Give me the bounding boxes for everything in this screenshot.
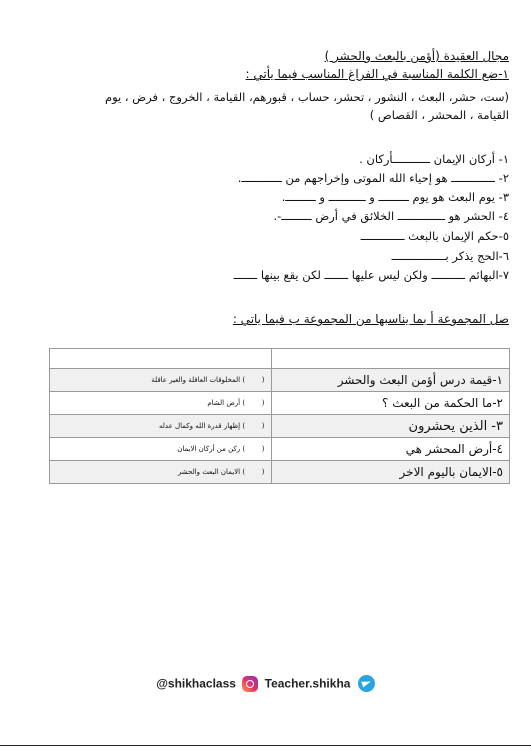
answer-blank[interactable] xyxy=(245,399,252,407)
answer-blank[interactable] xyxy=(245,422,252,430)
word-bank-line-1: (ست، حشر، البعث ، النشور ، تحشر، حساب ، قبورهم، القيامة ، الخروج ، فرض ، يوم xyxy=(104,90,509,104)
group-b-item: ( ) إظهار قدرة الله وكمال عدله xyxy=(50,415,272,438)
handle-shikhaclass: @shikhaclass xyxy=(156,676,236,691)
table-row xyxy=(50,438,510,461)
bottom-divider xyxy=(0,745,531,746)
table-row xyxy=(50,392,510,415)
header-cell-b xyxy=(50,349,272,369)
table-row xyxy=(50,461,510,484)
question-6: ٦-الحج يذكر بــــــــــــــــ xyxy=(391,249,509,263)
header-cell-a xyxy=(271,349,509,369)
instagram-icon xyxy=(242,676,258,692)
group-b-item: ( ) ركن من أركان الايمان xyxy=(50,438,272,461)
question-1: ١- أركان الإيمان ـــــــــــأركان . xyxy=(359,152,509,166)
matching-table xyxy=(49,348,510,484)
footer xyxy=(0,675,531,692)
question-2: ٢- ـــــــــــــ هو إحياء الله الموتى وإخراجهم من ــــــــــــ. xyxy=(237,171,509,185)
answer-blank[interactable] xyxy=(245,376,252,384)
question-7: ٧-البهائم ــــــــــ ولكن ليس عليها ـــــــ لكن يقع بينها ـــــــ xyxy=(233,268,509,282)
table-row xyxy=(50,349,510,369)
word-bank-line-2: القيامة ، المحشر ، القصاص ) xyxy=(369,108,509,122)
group-a-item: ٤-أرض المحشر هي xyxy=(271,438,509,461)
group-b-item: ( ) الايمان البعث والحشر xyxy=(50,461,272,484)
question-3: ٣- يوم البعث هو يوم ـــــــــ و ـــــــــــ و ـــــــــ. xyxy=(281,190,509,204)
instruction-fill-blanks: ١-ضع الكلمة المناسبة في الفراغ المناسب فيما يأتي : xyxy=(245,67,509,81)
table-row xyxy=(50,369,510,392)
question-5: ٥-حكم الإيمان بالبعث ـــــــــــــ xyxy=(360,229,509,243)
handle-teacher-shikha: Teacher.shikha xyxy=(264,676,351,691)
telegram-icon xyxy=(358,675,375,692)
table-row xyxy=(50,415,510,438)
matching-instruction: صل المجموعة أ بما يناسبها من المجموعة ب فيما ياتي : xyxy=(232,312,509,326)
page-title: مجال العقيدة (أؤمن بالبعث والحشر ) xyxy=(324,49,509,63)
group-a-item: ٥-الايمان باليوم الاخر xyxy=(271,461,509,484)
group-b-item: ( ) أرض الشام xyxy=(50,392,272,415)
group-a-item: ١-قيمة درس أؤمن البعث والحشر xyxy=(271,369,509,392)
group-a-item: ٢-ما الحكمة من البعث ؟ xyxy=(271,392,509,415)
group-b-item: ( ) المخلوقات العاقلة والغير عاقلة xyxy=(50,369,272,392)
answer-blank[interactable] xyxy=(245,445,252,453)
answer-blank[interactable] xyxy=(245,468,252,476)
group-a-item: ٣- الذين يحشرون xyxy=(271,415,509,438)
question-4: ٤- الحشر هو ــــــــــــــ الخلائق في أرض ـــــــــ-. xyxy=(273,209,509,223)
